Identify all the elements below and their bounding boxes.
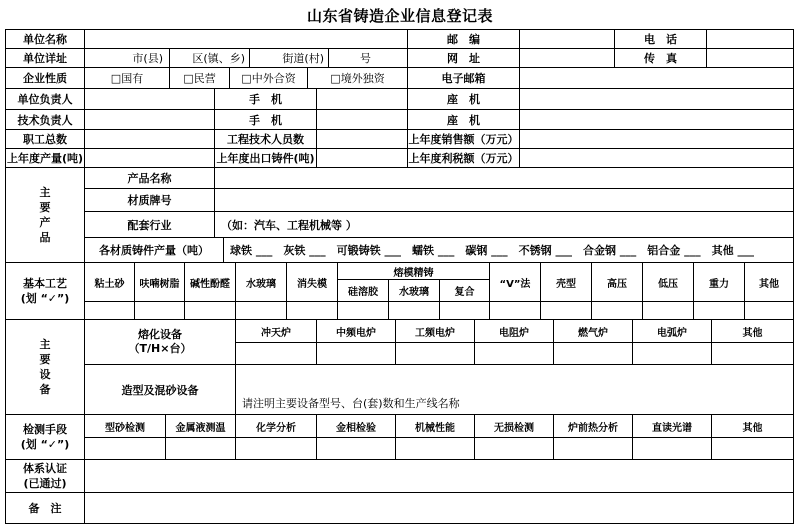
products-char: 要 [39, 201, 51, 214]
website-label: 网 址 [407, 48, 520, 68]
furnace-electric-arc: 电弧炉 [632, 319, 712, 343]
melting-title: 熔化设备 [138, 328, 182, 341]
molding-equipment-label: 造型及混砂设备 [84, 364, 236, 415]
process-investment-casting: 熔模精铸 [337, 262, 490, 280]
certification-title: 体系认证 [23, 462, 67, 475]
nature-option-jv[interactable]: □中外合资 [229, 67, 308, 89]
industry-label: 配套行业 [84, 211, 215, 238]
test-check-cell[interactable] [165, 437, 236, 460]
process-low-pressure: 低压 [642, 262, 694, 302]
furnace-value-cell[interactable] [711, 342, 794, 365]
test-check-cell[interactable] [235, 437, 317, 460]
process-clay-sand: 粘土砂 [84, 262, 135, 302]
testing-title: 检测手段 [23, 423, 67, 436]
furnace-value-cell[interactable] [235, 342, 317, 365]
test-check-cell[interactable] [711, 437, 794, 460]
process-check-cell[interactable] [286, 301, 338, 320]
head-mobile-label: 手 机 [214, 88, 317, 110]
testing-section-label [5, 414, 85, 460]
profit-label: 上年度利税额（万元） [407, 148, 520, 168]
process-check-cell[interactable] [184, 301, 236, 320]
process-lost-foam: 消失模 [286, 262, 338, 302]
output-field[interactable] [84, 148, 215, 168]
furnace-value-cell[interactable] [553, 342, 633, 365]
phone-field[interactable] [706, 29, 794, 49]
material-quantities[interactable]: 球铁 ___ 灰铁 ___ 可锻铸铁 ___ 蠕铁 ___ 碳钢 ___ 不锈钢 ___ 合金钢 ___ 铝合金 ___ 其他 ___ [223, 237, 794, 263]
postcode-label: 邮 编 [407, 29, 520, 49]
test-check-cell[interactable] [84, 437, 166, 460]
website-field[interactable] [519, 48, 615, 68]
profit-field[interactable] [519, 148, 794, 168]
melting-equipment-label [84, 319, 236, 365]
staff-field[interactable] [84, 129, 215, 149]
sales-label: 上年度销售额（万元） [407, 129, 520, 149]
test-check-cell[interactable] [632, 437, 712, 460]
nature-option-state[interactable]: □国有 [84, 67, 170, 89]
address-street[interactable]: 街道(村) [249, 48, 329, 68]
process-composite: 复合 [439, 279, 490, 302]
certification-field[interactable] [84, 459, 794, 493]
material-field[interactable] [214, 188, 794, 212]
fax-label: 传 真 [614, 48, 707, 68]
address-label: 单位详址 [5, 48, 85, 68]
equipment-char: 备 [39, 383, 51, 396]
products-section-label [5, 167, 85, 263]
process-v-method: “V”法 [489, 262, 541, 302]
fax-field[interactable] [706, 48, 794, 68]
process-high-pressure: 高压 [591, 262, 643, 302]
process-check-cell[interactable] [84, 301, 135, 320]
products-char: 品 [39, 231, 51, 244]
test-check-cell[interactable] [553, 437, 633, 460]
remarks-field[interactable] [84, 492, 794, 524]
process-check-cell[interactable] [235, 301, 287, 320]
test-mechanical: 机械性能 [395, 414, 475, 438]
process-other: 其他 [744, 262, 794, 302]
output-label: 上年度产量(吨) [5, 148, 85, 168]
process-check-cell[interactable] [540, 301, 592, 320]
phone-label: 电 话 [614, 29, 707, 49]
staff-label: 职工总数 [5, 129, 85, 149]
unit-name-field[interactable] [84, 29, 408, 49]
remarks-label: 备 注 [5, 492, 85, 524]
process-check-cell[interactable] [337, 301, 389, 320]
test-melt-temperature: 金属液测温 [165, 414, 236, 438]
email-label: 电子邮箱 [407, 67, 520, 89]
address-district[interactable]: 区(镇、乡) [169, 48, 250, 68]
test-other: 其他 [711, 414, 794, 438]
test-nondestructive: 无损检测 [474, 414, 554, 438]
head-field[interactable] [84, 88, 215, 110]
product-name-label: 产品名称 [84, 167, 215, 189]
tech-mobile-field[interactable] [316, 109, 408, 130]
test-thermal-analysis: 炉前热分析 [553, 414, 633, 438]
process-title: 基本工艺 [23, 277, 67, 290]
furnace-value-cell[interactable] [632, 342, 712, 365]
furnace-power-frequency: 工频电炉 [395, 319, 475, 343]
process-shell-mold: 壳型 [540, 262, 592, 302]
nature-option-private[interactable]: □民营 [169, 67, 230, 89]
process-furan-resin: 呋喃树脂 [134, 262, 185, 302]
process-check-cell[interactable] [439, 301, 490, 320]
material-label: 材质牌号 [84, 188, 215, 212]
export-label: 上年度出口铸件(吨) [214, 148, 317, 168]
nature-option-foreign[interactable]: □境外独资 [307, 67, 408, 89]
export-field[interactable] [316, 148, 408, 168]
address-city[interactable]: 市(县) [84, 48, 170, 68]
process-check-cell[interactable] [642, 301, 694, 320]
process-silica-sol: 硅溶胶 [337, 279, 389, 302]
tech-landline-label: 座 机 [407, 109, 520, 130]
process-alkaline-phenolic: 碱性酚醛 [184, 262, 236, 302]
address-number[interactable]: 号 [328, 48, 408, 68]
unit-name-label: 单位名称 [5, 29, 85, 49]
equipment-char: 要 [39, 353, 51, 366]
process-hint: (划 “✓”) [20, 292, 70, 305]
process-check-cell[interactable] [591, 301, 643, 320]
tech-head-label: 技术负责人 [5, 109, 85, 130]
head-label: 单位负责人 [5, 88, 85, 110]
process-water-glass-precision: 水玻璃 [388, 279, 440, 302]
process-check-cell[interactable] [693, 301, 745, 320]
products-char: 主 [39, 186, 51, 199]
testing-hint: (划 “✓”) [20, 438, 70, 451]
furnace-value-cell[interactable] [316, 342, 396, 365]
quantity-label: 各材质铸件产量（吨） [84, 237, 224, 263]
test-chemical-analysis: 化学分析 [235, 414, 317, 438]
process-check-cell[interactable] [744, 301, 794, 320]
process-check-cell[interactable] [388, 301, 440, 320]
test-metallography: 金相检验 [316, 414, 396, 438]
email-field[interactable] [519, 67, 794, 89]
furnace-other: 其他 [711, 319, 794, 343]
process-section-label [5, 262, 85, 320]
test-sand: 型砂检测 [84, 414, 166, 438]
molding-equipment-field[interactable]: 请注明主要设备型号、台(套)数和生产线名称 [235, 364, 794, 415]
head-landline-field[interactable] [519, 88, 794, 110]
furnace-cupola: 冲天炉 [235, 319, 317, 343]
process-check-cell[interactable] [489, 301, 541, 320]
furnace-value-cell[interactable] [395, 342, 475, 365]
equipment-char: 主 [39, 338, 51, 351]
head-mobile-field[interactable] [316, 88, 408, 110]
test-check-cell[interactable] [474, 437, 554, 460]
engineers-field[interactable] [316, 129, 408, 149]
tech-mobile-label: 手 机 [214, 109, 317, 130]
test-check-cell[interactable] [395, 437, 475, 460]
product-name-field[interactable] [214, 167, 794, 189]
furnace-value-cell[interactable] [474, 342, 554, 365]
test-spectrometer: 直读光谱 [632, 414, 712, 438]
certification-label [5, 459, 85, 493]
test-check-cell[interactable] [316, 437, 396, 460]
process-water-glass: 水玻璃 [235, 262, 287, 302]
furnace-medium-frequency: 中频电炉 [316, 319, 396, 343]
furnace-resistance: 电阻炉 [474, 319, 554, 343]
products-char: 产 [39, 216, 51, 229]
head-landline-label: 座 机 [407, 88, 520, 110]
nature-label: 企业性质 [5, 67, 85, 89]
melting-unit: （T/H×台） [128, 342, 192, 355]
process-check-cell[interactable] [134, 301, 185, 320]
postcode-field[interactable] [519, 29, 615, 49]
industry-field[interactable]: （如：汽车、工程机械等 ） [214, 211, 794, 238]
furnace-gas: 燃气炉 [553, 319, 633, 343]
sales-field[interactable] [519, 129, 794, 149]
certification-hint: (已通过) [23, 477, 67, 490]
tech-head-field[interactable] [84, 109, 215, 130]
engineers-label: 工程技术人员数 [214, 129, 317, 149]
equipment-section-label [5, 319, 85, 415]
process-gravity: 重力 [693, 262, 745, 302]
equipment-char: 设 [39, 368, 51, 381]
form-title: 山东省铸造企业信息登记表 [306, 7, 493, 25]
tech-landline-field[interactable] [519, 109, 794, 130]
